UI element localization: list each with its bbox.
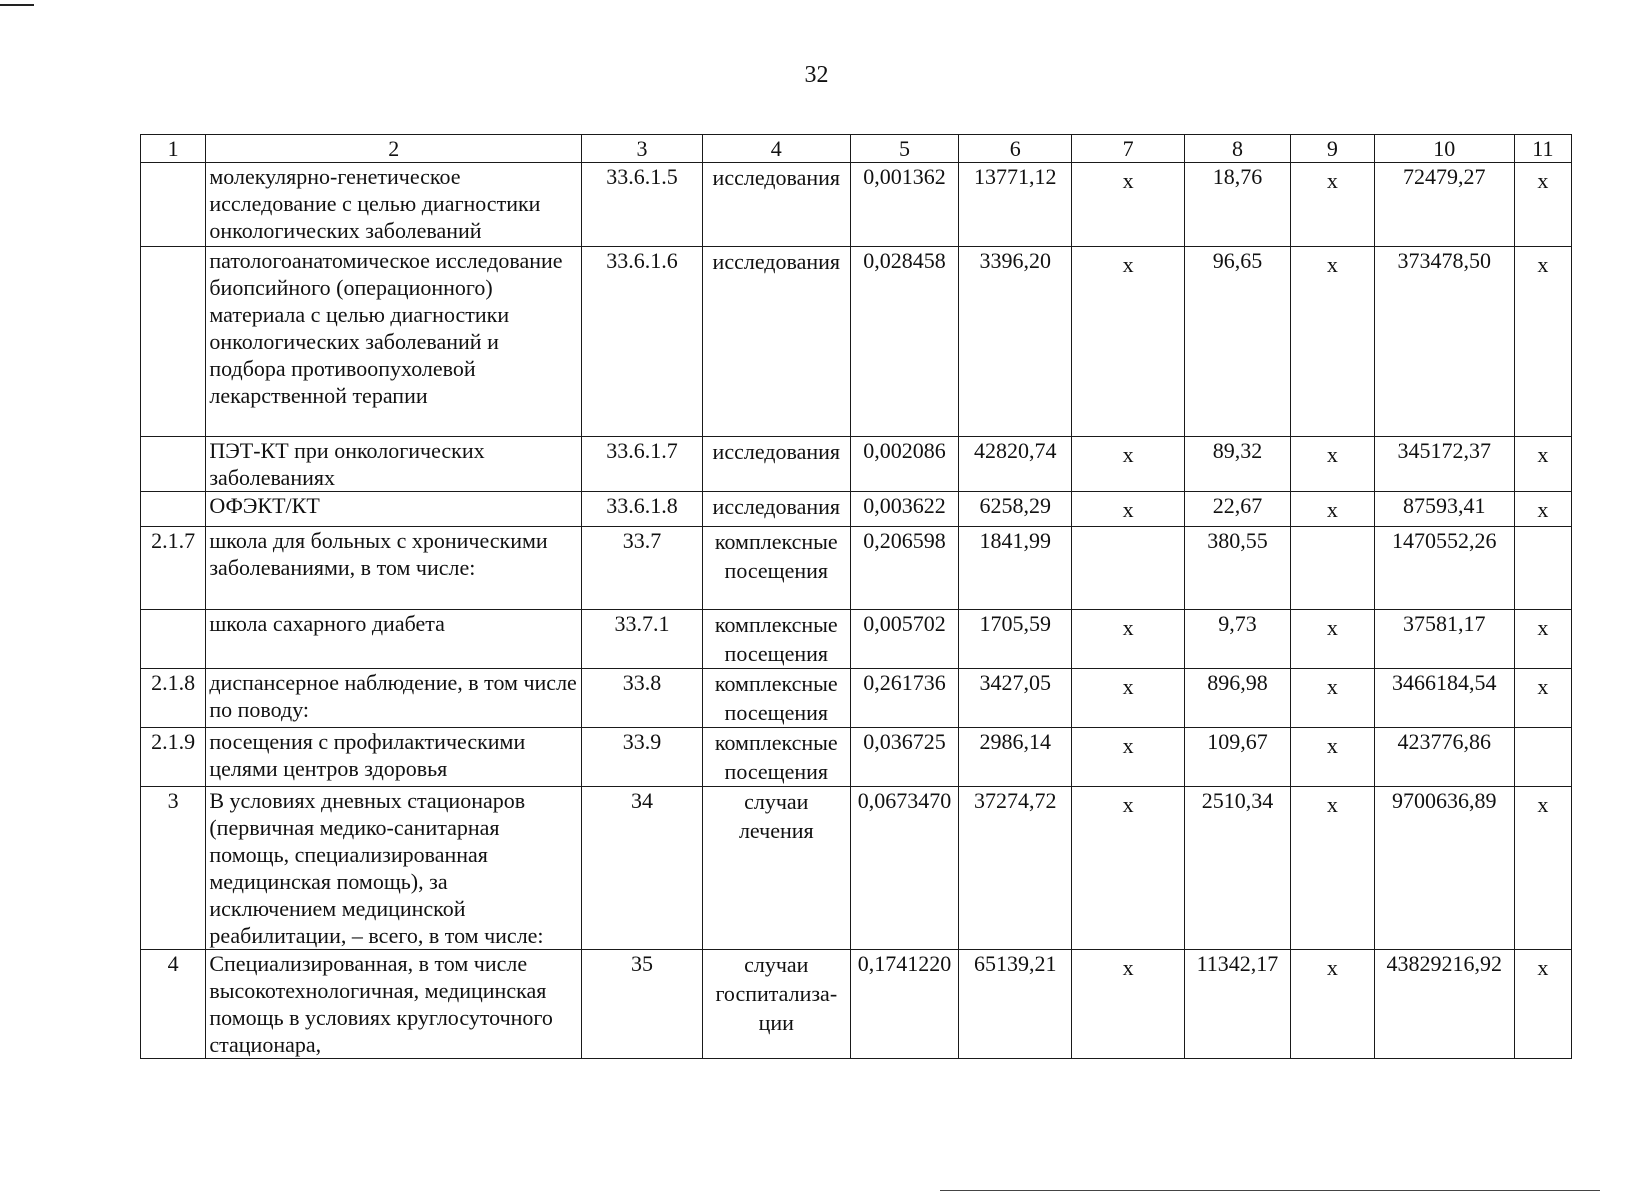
table-cell-col1 xyxy=(141,247,206,437)
table-cell-col11: х xyxy=(1514,669,1571,728)
table-cell-col9: х xyxy=(1291,163,1375,247)
table-row xyxy=(141,728,1572,787)
table-cell-col5: 0,261736 xyxy=(850,669,958,728)
table-row xyxy=(141,527,1572,610)
table-cell-col11: х xyxy=(1514,163,1571,247)
table-cell-col3: 33.6.1.6 xyxy=(582,247,703,437)
table-cell-col4: исследования xyxy=(702,247,850,437)
table-cell-col5: 0,028458 xyxy=(850,247,958,437)
table-cell-col8: 9,73 xyxy=(1184,610,1290,669)
header-cell: 8 xyxy=(1184,135,1290,163)
table-cell-col10: 43829216,92 xyxy=(1374,950,1514,1059)
table-cell-col6: 65139,21 xyxy=(959,950,1072,1059)
table-cell-col1 xyxy=(141,492,206,527)
table-cell-col5: 0,1741220 xyxy=(850,950,958,1059)
table-row xyxy=(141,163,1572,247)
table-row xyxy=(141,247,1572,437)
table-cell-col2: Специализированная, в том числе высокотехнологичная, медицинская помощь в условиях круглосуточного стационара, xyxy=(206,950,582,1059)
table-cell-col6: 42820,74 xyxy=(959,437,1072,492)
table-cell-col2: патологоанатомическое исследование биопсийного (операционного) материала с целью диагностики онкологических заболеваний и подбора противоопухолевой лекарственной терапии xyxy=(206,247,582,437)
table-cell-col4: комплексные посещения xyxy=(702,728,850,787)
table-cell-col4: комплексные посещения xyxy=(702,610,850,669)
table-cell-col8: 380,55 xyxy=(1184,527,1290,610)
table-cell-col4: исследования xyxy=(702,163,850,247)
table-cell-col8: 96,65 xyxy=(1184,247,1290,437)
table-cell-col3: 33.6.1.8 xyxy=(582,492,703,527)
table-cell-col7: х xyxy=(1072,610,1184,669)
header-cell: 9 xyxy=(1291,135,1375,163)
table-cell-col6: 13771,12 xyxy=(959,163,1072,247)
table-cell-col4: исследования xyxy=(702,492,850,527)
table-cell-col1: 2.1.7 xyxy=(141,527,206,610)
table-row xyxy=(141,492,1572,527)
table-cell-col10: 423776,86 xyxy=(1374,728,1514,787)
table-cell-col10: 1470552,26 xyxy=(1374,527,1514,610)
table-cell-col5: 0,001362 xyxy=(850,163,958,247)
table-cell-col2: диспансерное наблюдение, в том числе по поводу: xyxy=(206,669,582,728)
data-table xyxy=(140,134,1572,1059)
header-cell: 10 xyxy=(1374,135,1514,163)
table-cell-col1: 4 xyxy=(141,950,206,1059)
table-cell-col4: случаи госпитализа-ции xyxy=(702,950,850,1059)
table-cell-col11: х xyxy=(1514,610,1571,669)
table-cell-col9: х xyxy=(1291,247,1375,437)
table-row xyxy=(141,437,1572,492)
table-cell-col7: х xyxy=(1072,787,1184,950)
table-cell-col8: 11342,17 xyxy=(1184,950,1290,1059)
table-cell-col6: 2986,14 xyxy=(959,728,1072,787)
table-cell-col1 xyxy=(141,610,206,669)
table-cell-col6: 3427,05 xyxy=(959,669,1072,728)
table-cell-col6: 1705,59 xyxy=(959,610,1072,669)
table-cell-col8: 896,98 xyxy=(1184,669,1290,728)
table-cell-col3: 33.7.1 xyxy=(582,610,703,669)
table-cell-col6: 6258,29 xyxy=(959,492,1072,527)
table-cell-col3: 33.9 xyxy=(582,728,703,787)
table-cell-col10: 72479,27 xyxy=(1374,163,1514,247)
table-cell-col5: 0,003622 xyxy=(850,492,958,527)
table-cell-col6: 37274,72 xyxy=(959,787,1072,950)
table-cell-col3: 33.6.1.5 xyxy=(582,163,703,247)
table-cell-col10: 37581,17 xyxy=(1374,610,1514,669)
table-cell-col10: 9700636,89 xyxy=(1374,787,1514,950)
table-cell-col10: 87593,41 xyxy=(1374,492,1514,527)
table-cell-col9: х xyxy=(1291,950,1375,1059)
table-cell-col5: 0,206598 xyxy=(850,527,958,610)
scan-edge-mark xyxy=(0,4,34,6)
header-cell: 2 xyxy=(206,135,582,163)
table-cell-col5: 0,005702 xyxy=(850,610,958,669)
table-cell-col7: х xyxy=(1072,669,1184,728)
table-cell-col2: школа сахарного диабета xyxy=(206,610,582,669)
table-cell-col7: х xyxy=(1072,950,1184,1059)
header-cell: 1 xyxy=(141,135,206,163)
table-cell-col1 xyxy=(141,437,206,492)
table-cell-col10: 373478,50 xyxy=(1374,247,1514,437)
header-cell: 6 xyxy=(959,135,1072,163)
table-cell-col5: 0,0673470 xyxy=(850,787,958,950)
table-cell-col1: 2.1.8 xyxy=(141,669,206,728)
table-cell-col2: В условиях дневных стационаров (первичная медико-санитарная помощь, специализированная медицинская помощь), за исключением медицинской реабилитации, – всего, в том числе: xyxy=(206,787,582,950)
table-cell-col7: х xyxy=(1072,163,1184,247)
table-cell-col8: 2510,34 xyxy=(1184,787,1290,950)
table-cell-col11 xyxy=(1514,728,1571,787)
table-cell-col8: 109,67 xyxy=(1184,728,1290,787)
header-row xyxy=(141,135,1572,163)
header-cell: 3 xyxy=(582,135,703,163)
table-cell-col6: 1841,99 xyxy=(959,527,1072,610)
table-cell-col9: х xyxy=(1291,787,1375,950)
table-cell-col9: х xyxy=(1291,669,1375,728)
table-cell-col7: х xyxy=(1072,728,1184,787)
table-cell-col2: школа для больных с хроническими заболеваниями, в том числе: xyxy=(206,527,582,610)
table-cell-col10: 345172,37 xyxy=(1374,437,1514,492)
table-cell-col11: х xyxy=(1514,247,1571,437)
table-row xyxy=(141,669,1572,728)
table-cell-col4: комплексные посещения xyxy=(702,669,850,728)
header-cell: 7 xyxy=(1072,135,1184,163)
table-cell-col10: 3466184,54 xyxy=(1374,669,1514,728)
table-cell-col9: х xyxy=(1291,492,1375,527)
table-cell-col11: х xyxy=(1514,492,1571,527)
table-cell-col6: 3396,20 xyxy=(959,247,1072,437)
table-cell-col2: ПЭТ-КТ при онкологических заболеваниях xyxy=(206,437,582,492)
table-cell-col9: х xyxy=(1291,728,1375,787)
table-cell-col5: 0,002086 xyxy=(850,437,958,492)
table-cell-col2: ОФЭКТ/КТ xyxy=(206,492,582,527)
table-cell-col7 xyxy=(1072,527,1184,610)
table-cell-col4: комплексные посещения xyxy=(702,527,850,610)
table-cell-col3: 34 xyxy=(582,787,703,950)
scan-edge-line xyxy=(940,1190,1600,1191)
table-cell-col7: х xyxy=(1072,437,1184,492)
header-cell: 11 xyxy=(1514,135,1571,163)
table-cell-col3: 33.8 xyxy=(582,669,703,728)
table-cell-col3: 33.6.1.7 xyxy=(582,437,703,492)
table-cell-col8: 18,76 xyxy=(1184,163,1290,247)
table-cell-col7: х xyxy=(1072,492,1184,527)
table-cell-col3: 33.7 xyxy=(582,527,703,610)
table-row xyxy=(141,787,1572,950)
table-cell-col2: посещения с профилактическими целями центров здоровья xyxy=(206,728,582,787)
table-cell-col11 xyxy=(1514,527,1571,610)
table-cell-col9: х xyxy=(1291,610,1375,669)
table-cell-col8: 89,32 xyxy=(1184,437,1290,492)
header-cell: 5 xyxy=(850,135,958,163)
page-number: 32 xyxy=(804,62,829,88)
table-cell-col5: 0,036725 xyxy=(850,728,958,787)
table-cell-col4: исследования xyxy=(702,437,850,492)
table-cell-col1: 2.1.9 xyxy=(141,728,206,787)
table-cell-col7: х xyxy=(1072,247,1184,437)
table-cell-col3: 35 xyxy=(582,950,703,1059)
table-cell-col9: х xyxy=(1291,437,1375,492)
table-cell-col2: молекулярно-генетическое исследование с целью диагностики онкологических заболеваний xyxy=(206,163,582,247)
table-cell-col1: 3 xyxy=(141,787,206,950)
table-cell-col4: случаи лечения xyxy=(702,787,850,950)
table-cell-col1 xyxy=(141,163,206,247)
table-cell-col9 xyxy=(1291,527,1375,610)
table-cell-col8: 22,67 xyxy=(1184,492,1290,527)
header-cell: 4 xyxy=(702,135,850,163)
table-cell-col11: х xyxy=(1514,950,1571,1059)
table-cell-col11: х xyxy=(1514,437,1571,492)
table-row xyxy=(141,610,1572,669)
table-cell-col11: х xyxy=(1514,787,1571,950)
table-row xyxy=(141,950,1572,1059)
